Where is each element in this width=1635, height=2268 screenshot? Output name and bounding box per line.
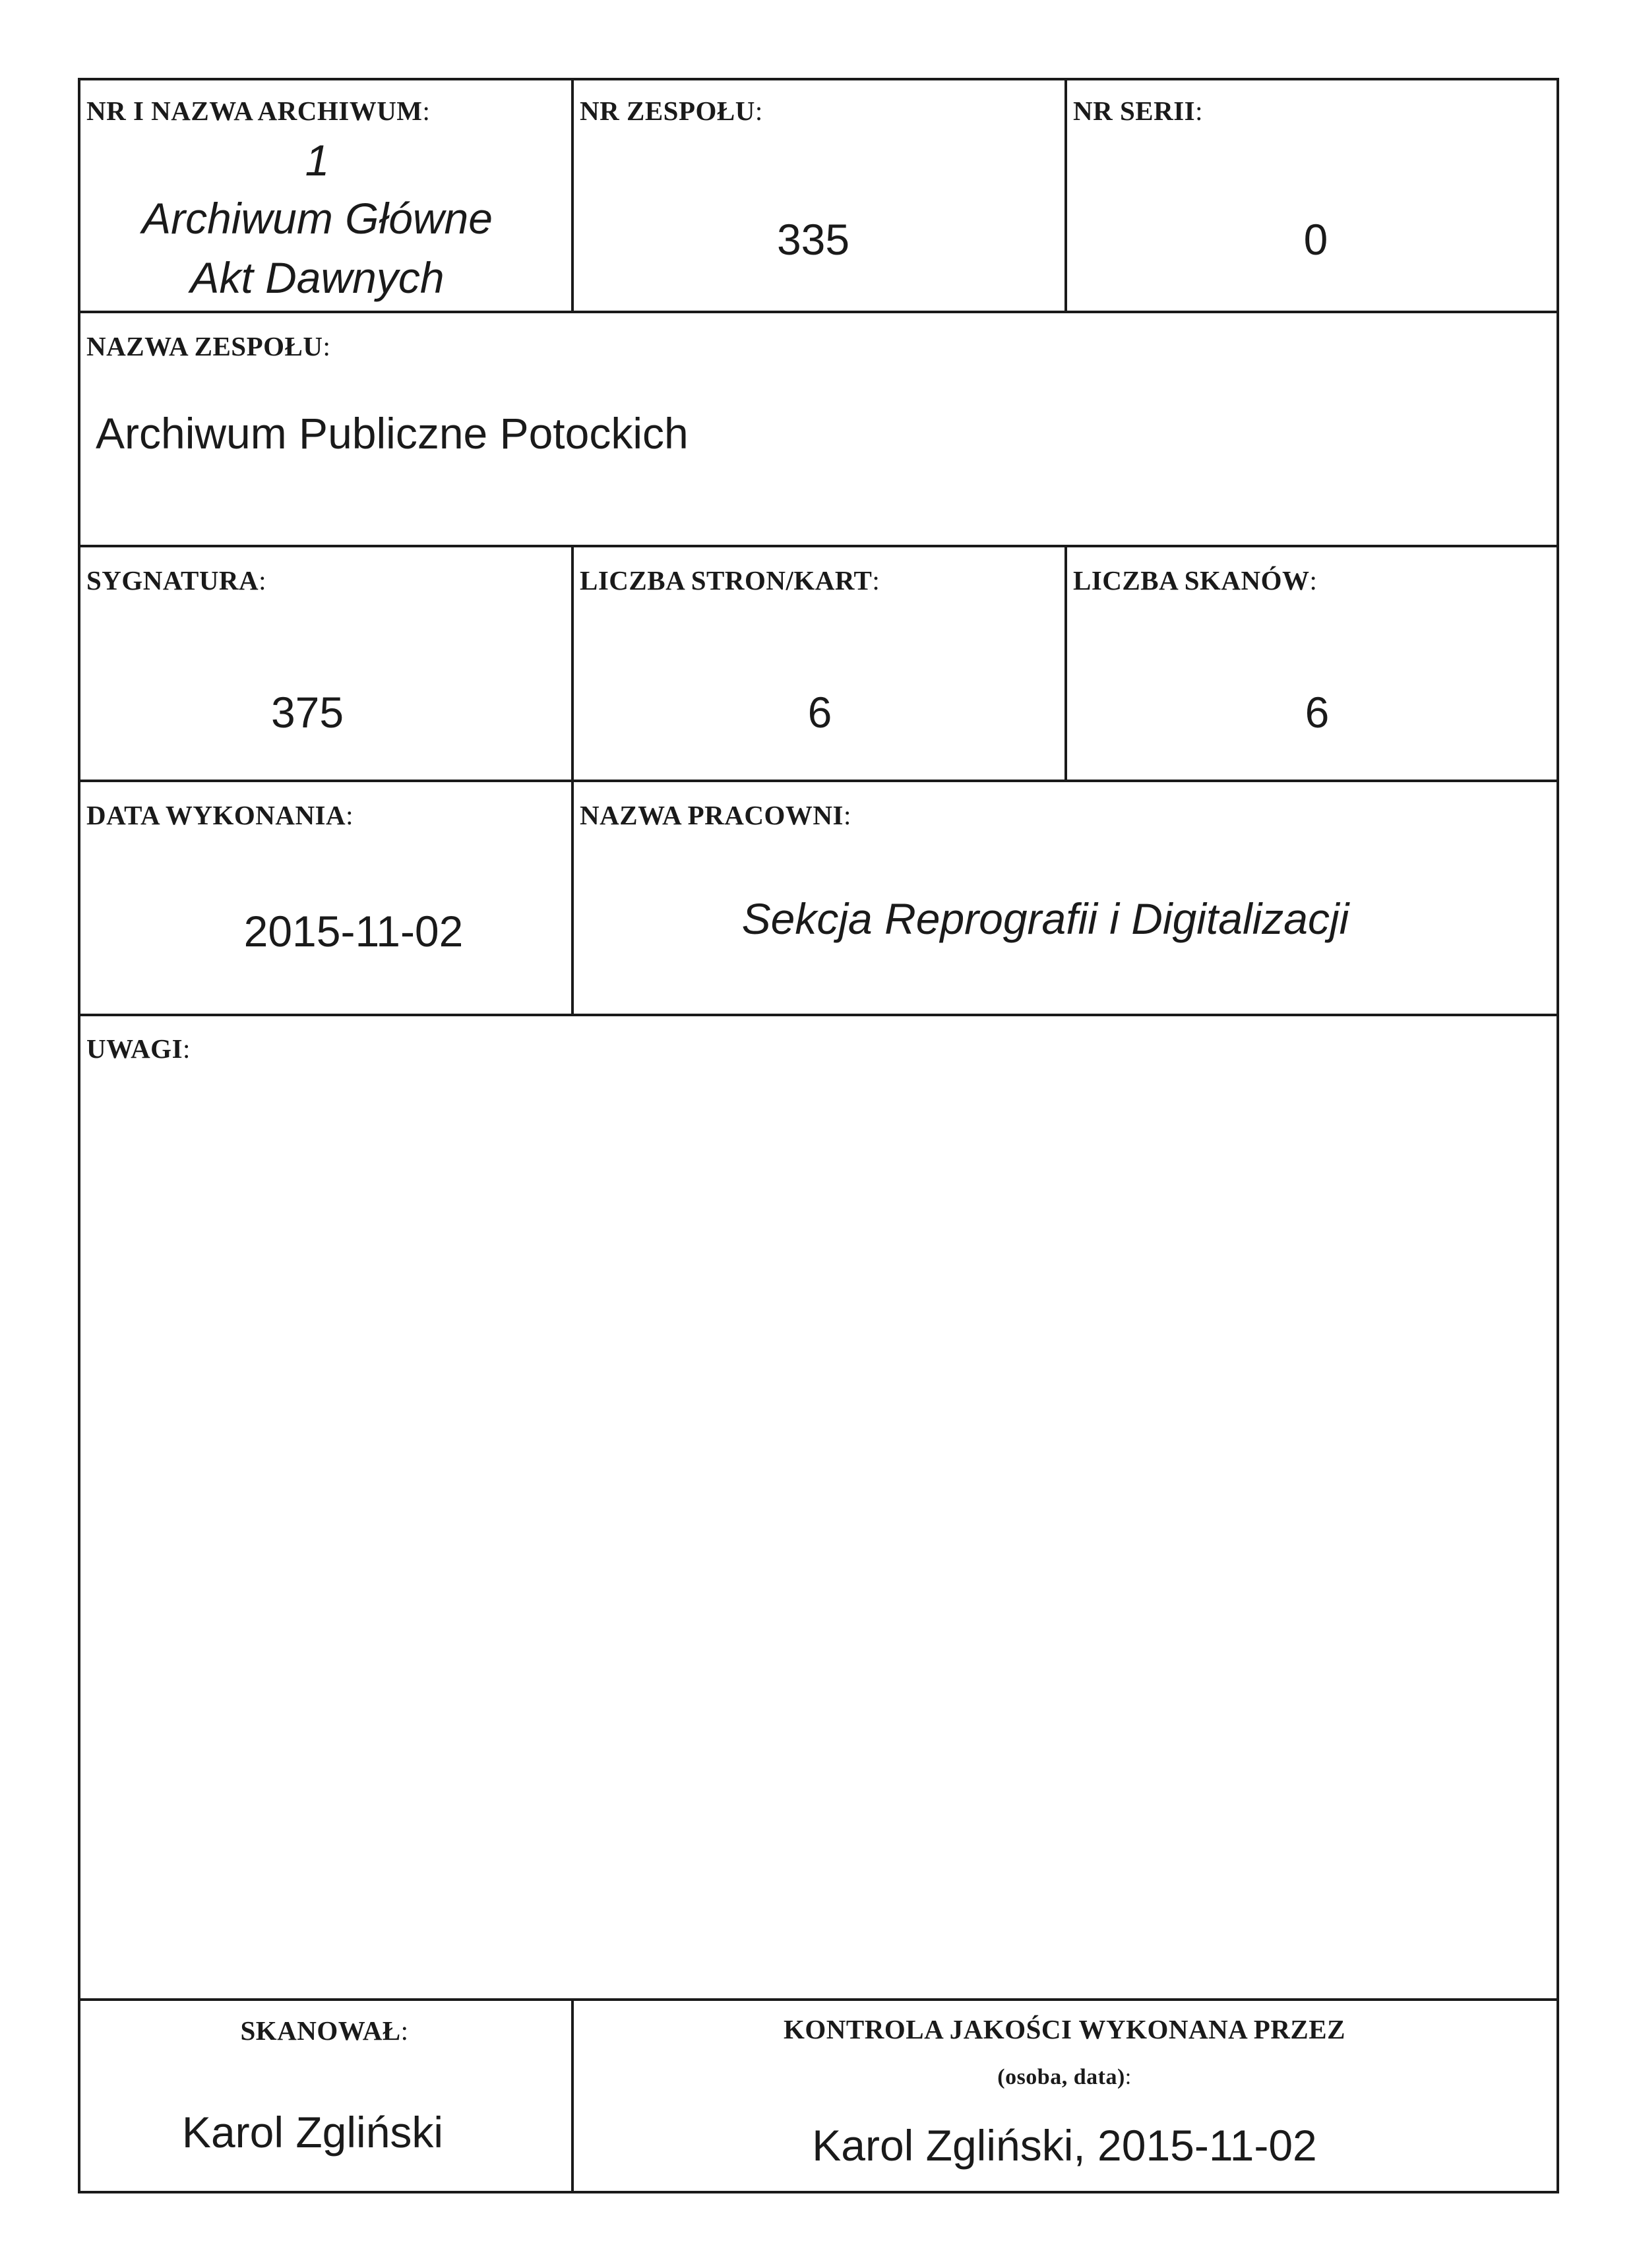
page-count-value: 6: [807, 688, 832, 737]
row-divider: [78, 780, 1559, 782]
fonds-number-label: NR ZESPOŁU:: [580, 96, 763, 126]
archive-number: 1: [305, 136, 330, 185]
series-number-label: NR SERII:: [1073, 96, 1204, 126]
scanned-by-label: SKANOWAŁ:: [240, 2015, 409, 2046]
row-divider: [78, 545, 1559, 547]
signature-label: SYGNATURA:: [86, 565, 267, 596]
quality-control-label: KONTROLA JAKOŚCI WYKONANA PRZEZ: [784, 2014, 1345, 2044]
fonds-number-value: 335: [776, 215, 850, 264]
fonds-name-label: NAZWA ZESPOŁU:: [86, 331, 331, 361]
row-divider: [78, 311, 1559, 313]
archive-name-line1: Archiwum Główne: [142, 194, 493, 243]
archive-name-line2: Akt Dawnych: [190, 253, 445, 302]
column-divider: [1064, 545, 1067, 780]
date-label: DATA WYKONANIA:: [86, 800, 354, 830]
column-divider: [571, 780, 574, 1014]
series-number-value: 0: [1303, 215, 1328, 264]
notes-label: UWAGI:: [86, 1033, 191, 1064]
workshop-value: Sekcja Reprografii i Digitalizacji: [741, 894, 1349, 943]
fonds-name-value: Archiwum Publiczne Potockich: [96, 409, 689, 458]
row-divider: [78, 1014, 1559, 1016]
quality-control-sublabel: (osoba, data):: [997, 2065, 1132, 2089]
column-divider: [1064, 78, 1067, 311]
quality-control-value: Karol Zgliński, 2015-11-02: [812, 2121, 1317, 2170]
scanned-by-value: Karol Zgliński: [181, 2108, 444, 2157]
archive-label: NR I NAZWA ARCHIWUM:: [86, 96, 431, 126]
workshop-label: NAZWA PRACOWNI:: [580, 800, 851, 830]
date-value: 2015-11-02: [243, 907, 464, 956]
signature-value: 375: [270, 688, 344, 737]
row-divider: [78, 1998, 1559, 2001]
page-count-label: LICZBA STRON/KART:: [580, 565, 880, 596]
scan-count-label: LICZBA SKANÓW:: [1073, 565, 1318, 596]
form-border: [78, 78, 1559, 2193]
column-divider: [571, 1998, 574, 2193]
column-divider: [571, 78, 574, 311]
scan-count-value: 6: [1305, 688, 1330, 737]
column-divider: [571, 545, 574, 780]
